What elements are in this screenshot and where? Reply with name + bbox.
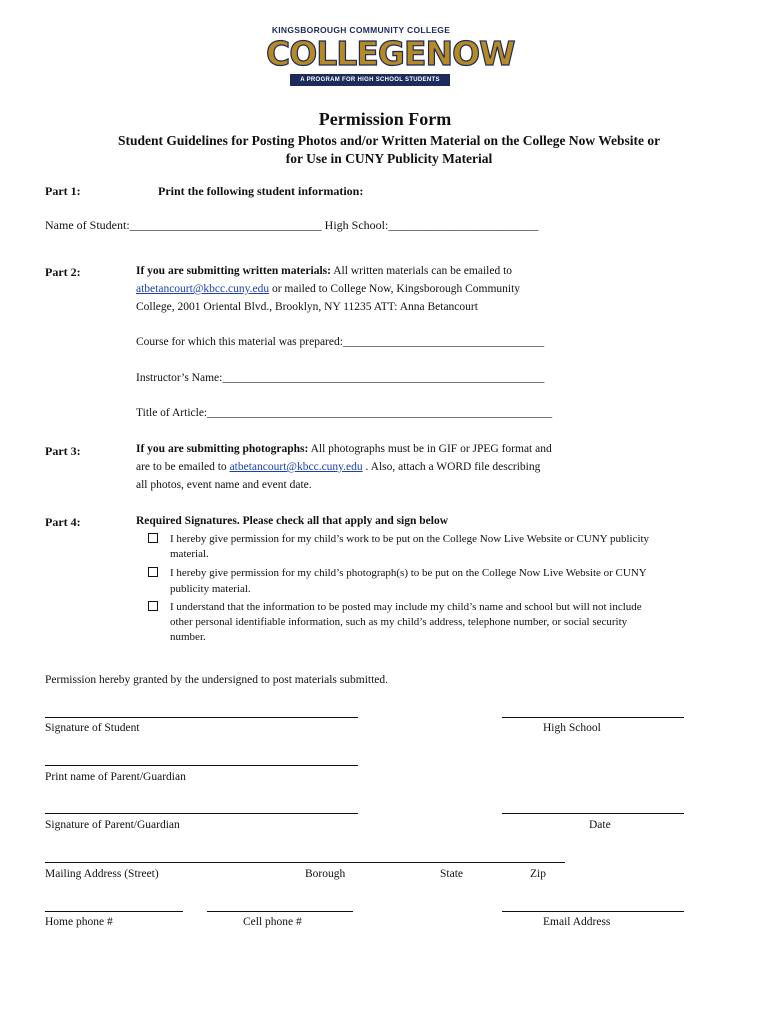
mailing-address-label: Mailing Address (Street) <box>45 868 159 880</box>
home-phone-label: Home phone # <box>45 916 113 928</box>
permission-statement: Permission hereby granted by the undersigned to post materials submitted. <box>45 674 389 686</box>
student-name-field[interactable]: Name of Student:________________________________ High School:_________________________ <box>45 218 539 232</box>
part3-email-link[interactable]: atbetancourt@kbcc.cuny.edu <box>229 461 363 473</box>
part3-lead: If you are submitting photographs: <box>136 443 309 455</box>
high-school-label: High School <box>543 722 601 734</box>
part3-line-3: all photos, event name and event date. <box>136 479 312 491</box>
parent-print-name-line[interactable] <box>45 765 358 766</box>
high-school-line[interactable] <box>502 717 684 718</box>
borough-label: Borough <box>305 868 346 880</box>
parent-signature-label: Signature of Parent/Guardian <box>45 819 180 831</box>
article-title-field[interactable]: Title of Article:____________________________________________________________ <box>136 407 553 419</box>
college-now-logo <box>266 25 515 87</box>
work-permission-checkbox[interactable] <box>148 533 158 543</box>
part2-text-1: All written materials can be emailed to <box>330 265 513 277</box>
cell-phone-line[interactable] <box>207 911 353 912</box>
email-address-line[interactable] <box>502 911 684 912</box>
date-line[interactable] <box>502 813 684 814</box>
home-phone-line[interactable] <box>45 911 183 912</box>
info-understanding-checkbox[interactable] <box>148 601 158 611</box>
logo-tagline: A PROGRAM FOR HIGH SCHOOL STUDENTS <box>290 74 450 86</box>
date-label: Date <box>589 819 611 831</box>
part2-label: Part 2: <box>45 265 81 279</box>
photo-permission-line-1: I hereby give permission for my child’s photograph(s) to be put on the College Now Live Website or CUNY <box>170 567 647 579</box>
email-address-label: Email Address <box>543 916 611 928</box>
work-permission-line-1: I hereby give permission for my child’s work to be put on the College Now Live Website or CUNY publicity <box>170 533 650 545</box>
cell-phone-label: Cell phone # <box>243 916 302 928</box>
part1-heading: Print the following student information: <box>158 184 364 198</box>
info-understanding-line-2: other personal identifiable information, such as my child’s address, telephone number, or social security <box>170 616 628 628</box>
logo-college-name: KINGSBOROUGH COMMUNITY COLLEGE <box>271 25 451 35</box>
part3-text-1: All photographs must be in GIF or JPEG format and <box>308 443 552 455</box>
student-signature-line[interactable] <box>45 717 358 718</box>
work-permission-line-2: material. <box>170 548 209 560</box>
part3-text-2a: are to be emailed to <box>136 461 230 473</box>
logo-wordmark: COLLEGENOW <box>266 34 515 73</box>
part3-line-2 <box>136 461 540 473</box>
mailing-address-line[interactable] <box>45 862 565 863</box>
photo-permission-line-2: publicity material. <box>170 583 251 595</box>
subtitle-line-2: for Use in CUNY Publicity Material <box>285 151 493 166</box>
part2-lead: If you are submitting written materials: <box>136 265 331 277</box>
course-field[interactable]: Course for which this material was prepared:___________________________________ <box>136 336 545 348</box>
state-label: State <box>440 868 463 880</box>
part2-line-1 <box>136 265 512 277</box>
subtitle-line-1: Student Guidelines for Posting Photos and/or Written Material on the College Now Website or <box>117 133 661 148</box>
part3-label: Part 3: <box>45 444 81 458</box>
zip-label: Zip <box>530 868 546 880</box>
instructor-field[interactable]: Instructor’s Name:________________________________________________________ <box>136 372 545 384</box>
info-understanding-line-1: I understand that the information to be posted may include my child’s name and school but will not include <box>170 601 642 613</box>
page-title: Permission Form <box>318 109 452 129</box>
part2-text-2: or mailed to College Now, Kingsborough Community <box>269 283 521 295</box>
part2-line-2 <box>136 283 520 295</box>
part1-label: Part 1: <box>45 184 81 198</box>
part2-line-3: College, 2001 Oriental Blvd., Brooklyn, NY 11235 ATT: Anna Betancourt <box>136 301 478 313</box>
part3-line-1 <box>136 443 552 455</box>
part3-text-2b: . Also, attach a WORD file describing <box>362 461 541 473</box>
info-understanding-line-3: number. <box>170 631 206 643</box>
parent-signature-line[interactable] <box>45 813 358 814</box>
photo-permission-checkbox[interactable] <box>148 567 158 577</box>
part2-email-link[interactable]: atbetancourt@kbcc.cuny.edu <box>136 283 270 295</box>
part4-heading: Required Signatures. Please check all that apply and sign below <box>136 515 449 527</box>
student-signature-label: Signature of Student <box>45 722 140 734</box>
part4-label: Part 4: <box>45 515 81 529</box>
parent-print-name-label: Print name of Parent/Guardian <box>45 771 186 783</box>
